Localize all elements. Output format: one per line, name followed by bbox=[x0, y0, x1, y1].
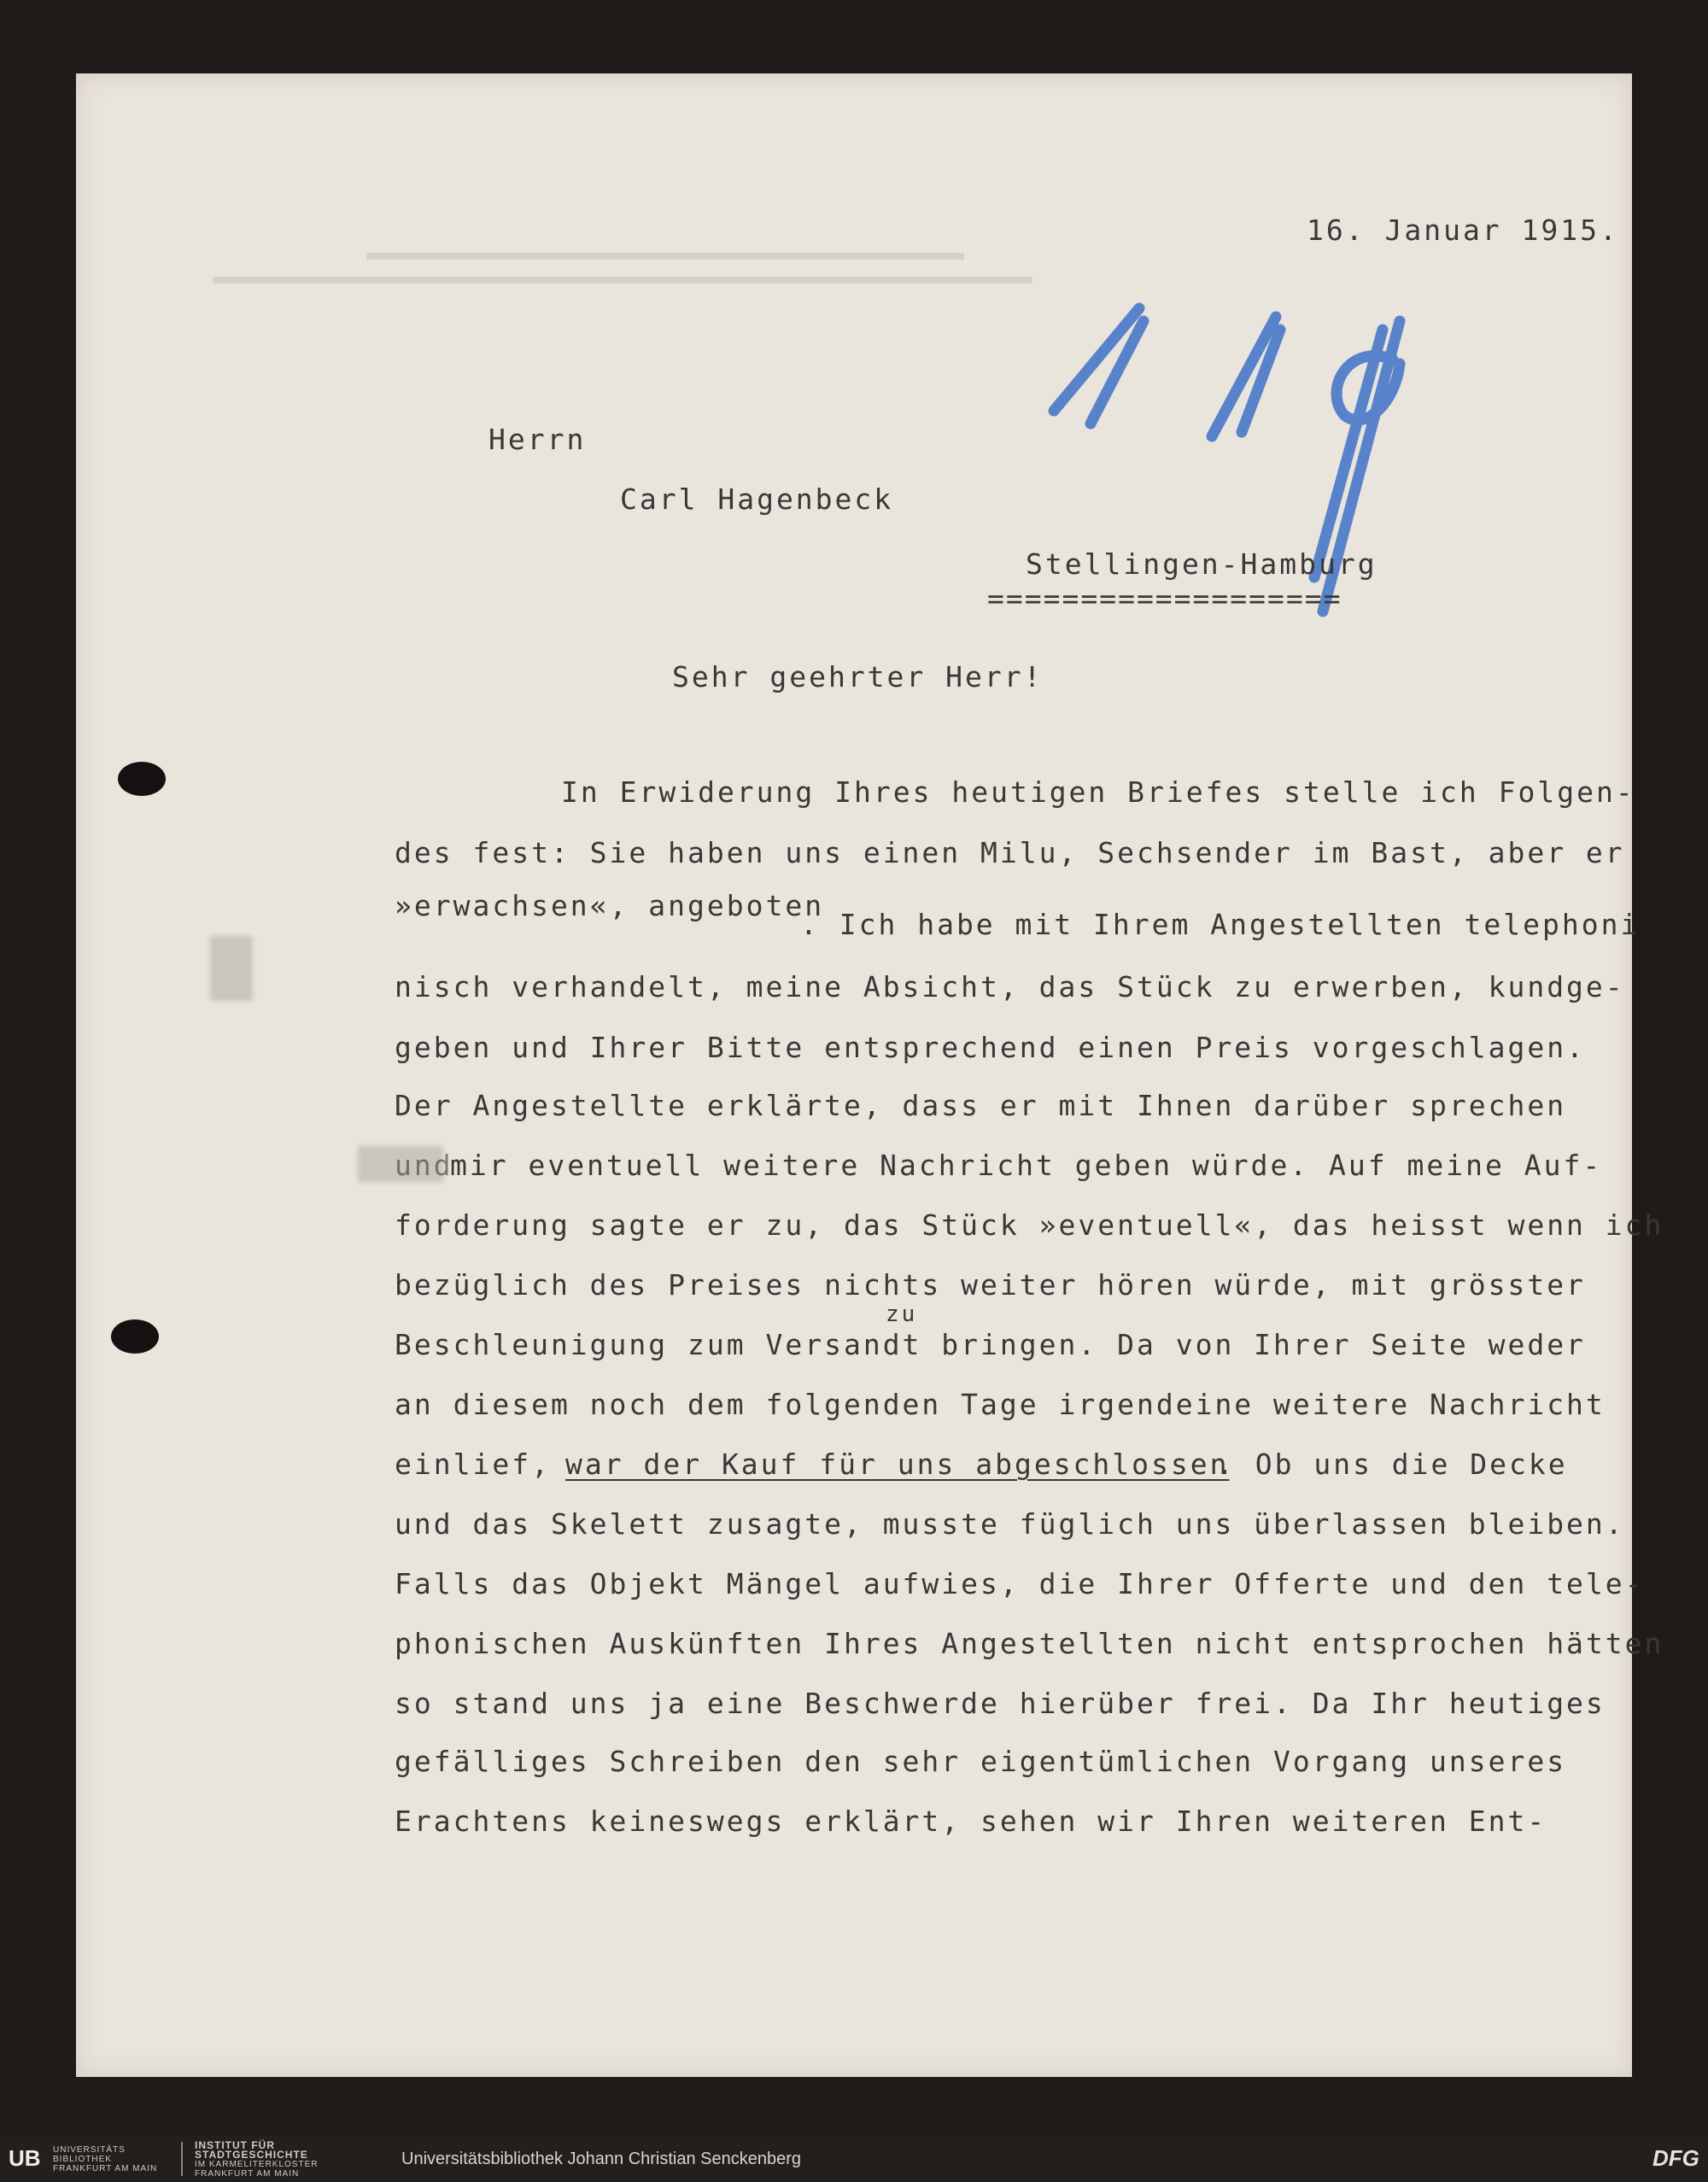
footer-bar bbox=[0, 2135, 1708, 2182]
ub-name: UNIVERSITÄTS BIBLIOTHEK FRANKFURT AM MAIN bbox=[53, 2145, 158, 2173]
recipient-name: Carl Hagenbeck bbox=[620, 483, 894, 516]
faint-letterhead-trace bbox=[366, 253, 964, 260]
body-line-7-struck: und bbox=[395, 1149, 453, 1182]
body-line-5: geben und Ihrer Bitte entsprechend einen Preis vorgeschlagen. bbox=[395, 1031, 1586, 1064]
faint-letterhead-trace bbox=[213, 277, 1032, 284]
body-line-9: bezüglich des Preises nichts weiter hören würde, mit grösster bbox=[395, 1268, 1586, 1302]
body-line-16: so stand uns ja eine Beschwerde hierüber frei. Da Ihr heutiges bbox=[395, 1687, 1606, 1720]
body-line-11: an diesem noch dem folgenden Tage irgendeine weitere Nachricht bbox=[395, 1388, 1606, 1421]
body-line-14: Falls das Objekt Mängel aufwies, die Ihrer Offerte und den tele- bbox=[395, 1567, 1645, 1600]
recipient-salutation: Herrn bbox=[488, 423, 587, 456]
body-line-12a: einlief, bbox=[395, 1448, 551, 1481]
body-line-8: forderung sagte er zu, das Stück »eventuell«, das heisst wenn ich bbox=[395, 1208, 1664, 1242]
body-line-3a: »erwachsen«, angeboten bbox=[395, 889, 825, 922]
body-line-15: phonischen Auskünften Ihres Angestellten nicht entsprochen hätten bbox=[395, 1627, 1664, 1660]
body-line-12-underlined: war der Kauf für uns abgeschlossen bbox=[565, 1448, 1230, 1481]
body-line-13: und das Skelett zusagte, musste füglich uns überlassen bleiben. bbox=[395, 1507, 1625, 1541]
body-line-6: Der Angestellte erklärte, dass er mit Ihnen darüber sprechen bbox=[395, 1089, 1567, 1122]
body-line-10: Beschleunigung zum Versandt bringen. Da von Ihrer Seite weder bbox=[395, 1328, 1586, 1361]
body-line-7: mir eventuell weitere Nachricht geben würde. Auf meine Auf- bbox=[450, 1149, 1603, 1182]
body-line-12c: . Ob uns die Decke bbox=[1216, 1448, 1568, 1481]
recipient-place: Stellingen-Hamburg bbox=[1026, 547, 1378, 581]
dfg-logo: DFG bbox=[1652, 2145, 1699, 2171]
body-line-18: Erachtens keineswegs erklärt, sehen wir Ihren weiteren Ent- bbox=[395, 1805, 1547, 1838]
body-line-3b: . Ich habe mit Ihrem Angestellten telephoni bbox=[800, 908, 1641, 941]
body-line-10-insert: zu bbox=[886, 1302, 918, 1327]
ub-logo: UB bbox=[9, 2145, 41, 2171]
place-double-underline: =================== bbox=[987, 582, 1342, 615]
body-line-1: In Erwiderung Ihres heutigen Briefes stelle ich Folgen- bbox=[561, 775, 1635, 809]
punch-hole-bottom bbox=[111, 1319, 159, 1354]
isg-name: INSTITUT FÜR STADTGESCHICHTE IM KARMELITERKLOSTER FRANKFURT AM MAIN bbox=[195, 2139, 319, 2179]
body-line-17: gefälliges Schreiben den sehr eigentümlichen Vorgang unseres bbox=[395, 1745, 1567, 1778]
stain-mark bbox=[210, 936, 253, 1001]
letter-date: 16. Januar 1915. bbox=[1307, 214, 1619, 247]
letter-page bbox=[76, 73, 1664, 2077]
punch-hole-top bbox=[118, 762, 166, 796]
greeting: Sehr geehrter Herr! bbox=[672, 660, 1044, 693]
footer-credit: Universitätsbibliothek Johann Christian Senckenberg bbox=[401, 2150, 802, 2168]
footer-separator bbox=[181, 2142, 183, 2176]
body-line-4: nisch verhandelt, meine Absicht, das Stück zu erwerben, kundge- bbox=[395, 970, 1625, 1003]
body-line-2: des fest: Sie haben uns einen Milu, Sechsender im Bast, aber er bbox=[395, 836, 1625, 869]
